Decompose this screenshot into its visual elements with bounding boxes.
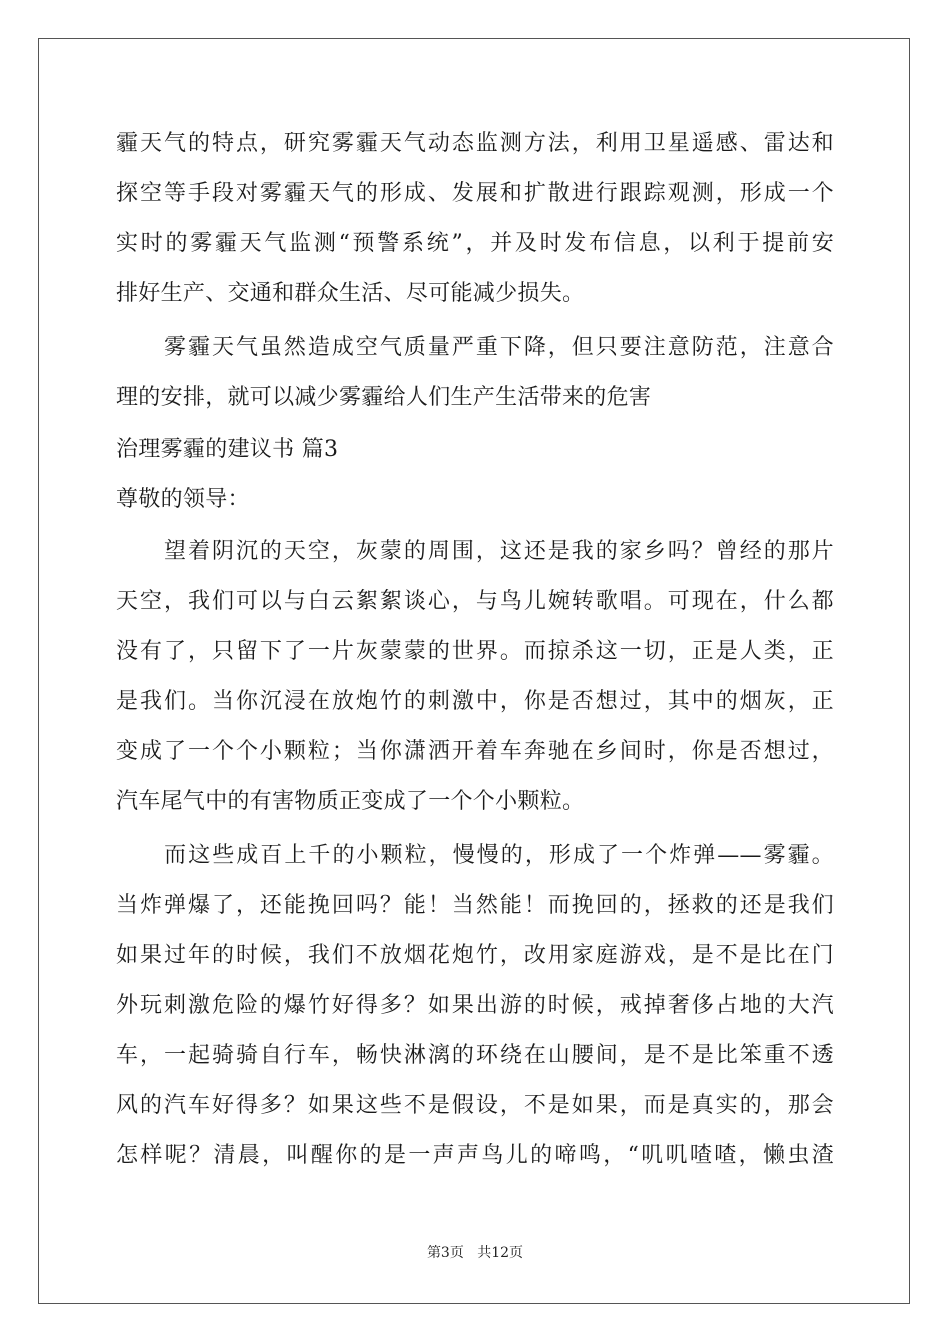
page-total: 共12页 — [477, 1245, 524, 1261]
text-line: 怎样呢？清晨，叫醒你的是一声声鸟儿的啼鸣，“叽叽喳喳，懒虫渣 — [116, 1143, 834, 1168]
text-line: 雾霾天气虽然造成空气质量严重下降，但只要注意防范，注意合 — [116, 335, 834, 360]
text-line: 变成了一个个小颗粒；当你潇洒开着车奔驰在乡间时，你是否想过， — [116, 739, 834, 764]
text-line: 是我们。当你沉浸在放炮竹的刺激中，你是否想过，其中的烟灰，正 — [116, 689, 834, 714]
text-line: 探空等手段对雾霾天气的形成、发展和扩散进行跟踪观测，形成一个 — [116, 181, 834, 206]
text-line: 汽车尾气中的有害物质正变成了一个个小颗粒。 — [116, 789, 585, 814]
text-line: 实时的雾霾天气监测“预警系统”，并及时发布信息，以利于提前安 — [116, 231, 834, 256]
text-line: 车，一起骑骑自行车，畅快淋漓的环绕在山腰间，是不是比笨重不透 — [116, 1043, 834, 1068]
text-line: 没有了，只留下了一片灰蒙蒙的世界。而掠杀这一切，正是人类，正 — [116, 639, 834, 664]
text-line: 如果过年的时候，我们不放烟花炮竹，改用家庭游戏，是不是比在门 — [116, 943, 834, 968]
text-line: 外玩刺激危险的爆竹好得多？如果出游的时候，戒掉奢侈占地的大汽 — [116, 993, 834, 1018]
text-line: 天空，我们可以与白云絮絮谈心，与鸟儿婉转歌唱。可现在，什么都 — [116, 589, 834, 614]
text-line: 理的安排，就可以减少雾霾给人们生产生活带来的危害 — [116, 385, 652, 410]
text-line: 而这些成百上千的小颗粒，慢慢的，形成了一个炸弹——雾霾。 — [116, 843, 834, 868]
text-line: 霾天气的特点，研究雾霾天气动态监测方法，利用卫星遥感、雷达和 — [116, 131, 834, 156]
salutation: 尊敬的领导： — [116, 487, 250, 512]
text-line: 风的汽车好得多？如果这些不是假设，不是如果，而是真实的，那会 — [116, 1093, 834, 1118]
text-line: 当炸弹爆了，还能挽回吗？能！当然能！而挽回的，拯救的还是我们 — [116, 893, 834, 918]
page-footer — [0, 1242, 950, 1262]
text-line: 排好生产、交通和群众生活、尽可能减少损失。 — [116, 281, 585, 306]
text-line: 望着阴沉的天空，灰蒙的周围，这还是我的家乡吗？曾经的那片 — [116, 539, 834, 564]
page-number: 第3页 — [426, 1245, 464, 1261]
section-heading: 治理雾霾的建议书 篇3 — [116, 437, 339, 462]
